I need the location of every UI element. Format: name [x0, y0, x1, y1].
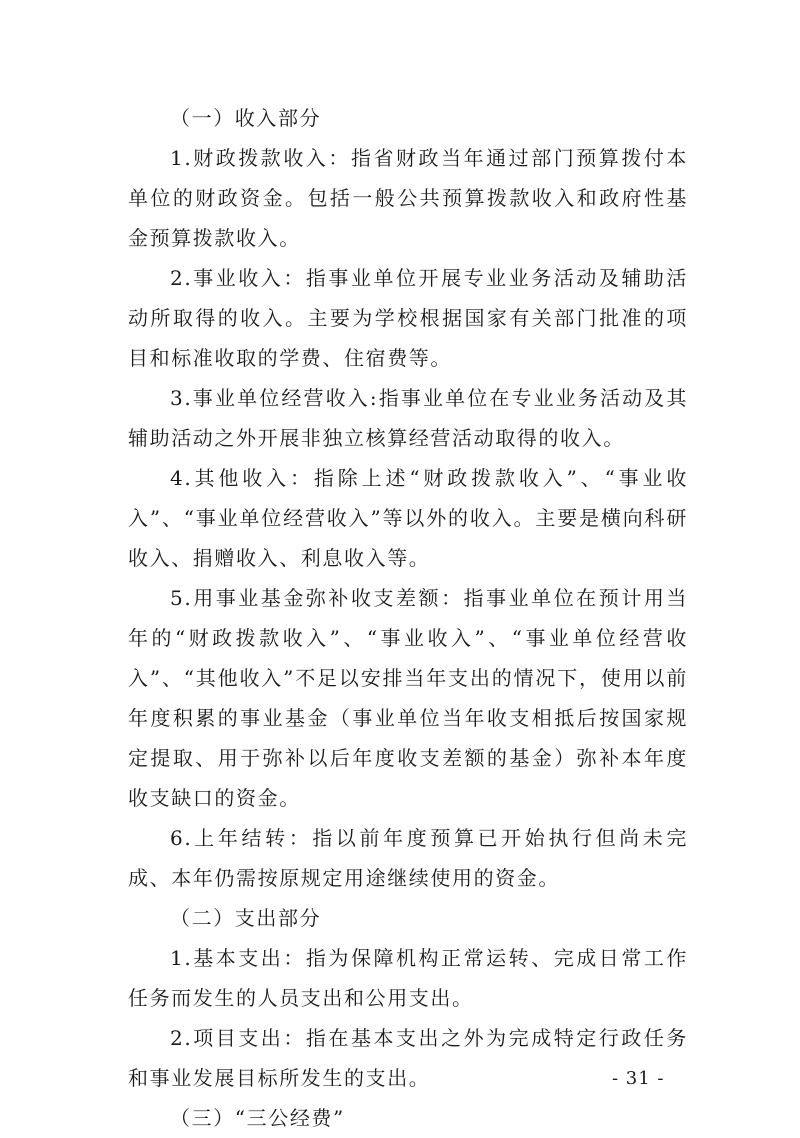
income-item-2: 2.事业收入：指事业单位开展专业业务活动及辅助活动所取得的收入。主要为学校根据国家有关部门批准的项目和标准收取的学费、住宿费等。 — [128, 266, 688, 370]
income-item-6: 6.上年结转：指以前年度预算已开始执行但尚未完成、本年仍需按原规定用途继续使用的资金。 — [128, 826, 688, 890]
three-public-expenses-heading: （三）“三公经费” — [170, 1106, 345, 1130]
expense-item-1: 1.基本支出：指为保障机构正常运转、完成日常工作任务而发生的人员支出和公用支出。 — [128, 946, 688, 1010]
page-content — [128, 98, 688, 1138]
income-item-1: 1.财政拨款收入：指省财政当年通过部门预算拨付本单位的财政资金。包括一般公共预算拨款收入和政府性基金预算拨款收入。 — [128, 146, 688, 250]
income-item-3: 3.事业单位经营收入:指事业单位在专业业务活动及其辅助活动之外开展非独立核算经营活动取得的收入。 — [128, 386, 688, 450]
page-number: - 31 - — [612, 1068, 665, 1089]
expense-item-2: 2.项目支出：指在基本支出之外为完成特定行政任务和事业发展目标所发生的支出。 — [128, 1026, 688, 1090]
income-item-4: 4.其他收入：指除上述“财政拨款收入”、“事业收入”、“事业单位经营收入”等以外的收入。主要是横向科研收入、捐赠收入、利息收入等。 — [128, 466, 688, 570]
income-section-heading: （一）收入部分 — [170, 106, 322, 130]
expense-section-heading: （二）支出部分 — [170, 906, 322, 930]
income-item-5: 5.用事业基金弥补收支差额：指事业单位在预计用当年的“财政拨款收入”、“事业收入”、“事业单位经营收入”、“其他收入”不足以安排当年支出的情况下，使用以前年度积累的事业基金（事业单位当年收支相抵后按国家规定提取、用于弥补以后年度收支差额的基金）弥补本年度收支缺口的资金。 — [128, 586, 688, 810]
